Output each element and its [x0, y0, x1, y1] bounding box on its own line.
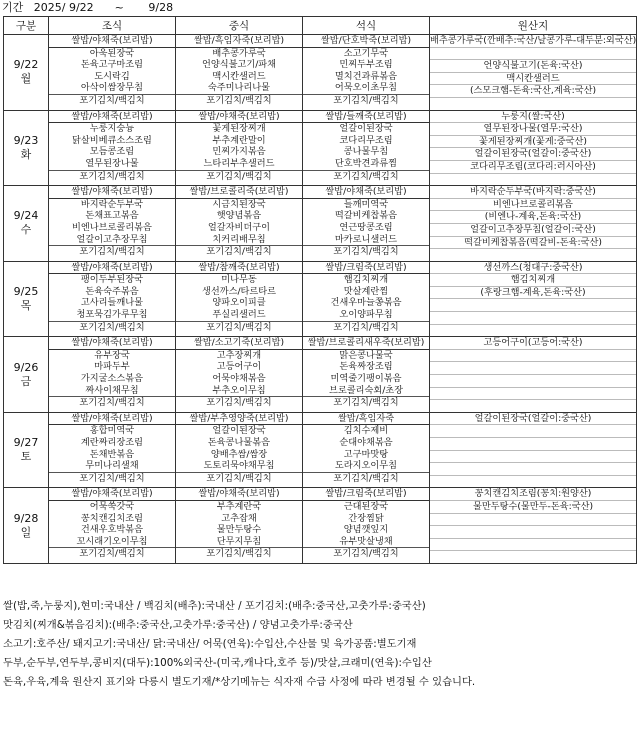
- menu-item: 포기김치/백김치: [49, 245, 175, 258]
- origin-line: 꽃게된장찌개(꽃게:중국산): [430, 136, 636, 149]
- menu-item: 순대야채볶음: [339, 437, 393, 448]
- origin-cell: [430, 488, 637, 564]
- menu-item: 부추계란국: [216, 500, 262, 512]
- origin-line: [430, 526, 636, 539]
- menu-item: 미나무동: [221, 274, 257, 286]
- dinner-cell: [303, 412, 430, 488]
- menu-item: 어묵오이초무침: [334, 82, 398, 94]
- menu-item: 고추장찌개: [216, 349, 262, 361]
- period-end: 9/28: [148, 1, 174, 14]
- day-row: [4, 412, 637, 488]
- origin-line: 누룽지(쌀:국산): [430, 111, 636, 124]
- menu-item: 미역줄기팽이볶음: [330, 373, 402, 385]
- day-label: [4, 488, 49, 564]
- footer-note: 소고기:호주산/ 돼지고기:국내산/ 닭:국내산/ 어묵(연육):수입산,수산물 및 육가공품:별도기재: [3, 638, 417, 650]
- menu-item: 포기김치/백김치: [303, 245, 429, 258]
- menu-item: 포기김치/백김치: [176, 396, 302, 409]
- menu-item: 오이양파무침: [339, 309, 393, 321]
- menu-item: 도시락김: [94, 70, 130, 82]
- day-date: 9/27: [13, 436, 39, 450]
- menu-item: 쌀밥/야채죽(보리밥): [49, 337, 175, 350]
- day-label: [4, 261, 49, 337]
- breakfast-cell: [49, 261, 176, 337]
- day-label: [4, 412, 49, 488]
- origin-line: (스모크햄-돈육:국산,계육:국산): [430, 85, 636, 98]
- menu-item: 부추계란말이: [212, 134, 266, 146]
- breakfast-cell: [49, 412, 176, 488]
- menu-item: 쌀밥/단호박죽(보리밥): [303, 35, 429, 48]
- menu-item: 고추잡채: [221, 512, 257, 524]
- dinner-cell: [303, 337, 430, 413]
- menu-item: 꽃게된장찌개: [212, 123, 266, 135]
- menu-item: 고사리들깨나물: [80, 297, 144, 309]
- menu-item: 포기김치/백김치: [49, 94, 175, 107]
- day-row: [4, 337, 637, 413]
- menu-period: [2, 0, 173, 16]
- origin-line: 열무된장나물(열무:국산): [430, 123, 636, 136]
- origin-line: 물만두탕수(물만두-돈육:국산): [430, 501, 636, 514]
- menu-item: 계란짜리장조림: [80, 437, 144, 448]
- menu-item: 마카로니샐러드: [334, 233, 398, 245]
- origin-line: [430, 551, 636, 563]
- footer-note: 맛김치(찌개&볶음김치):(배추:중국산,고춧가루:중국산) / 양념고춧가루:중국산: [3, 619, 353, 631]
- origin-cell: [430, 261, 637, 337]
- menu-item: 민찌가지볶음: [212, 146, 266, 158]
- menu-item: 도라지오이무침: [334, 460, 398, 472]
- origin-line: [430, 174, 636, 186]
- header-lunch: 중식: [176, 17, 303, 35]
- breakfast-cell: [49, 110, 176, 186]
- origin-line: [430, 400, 636, 412]
- menu-item: 포기김치/백김치: [49, 170, 175, 183]
- origin-line: 생선까스(청대구:중국산): [430, 262, 636, 275]
- header-day: 구분: [4, 17, 49, 35]
- menu-item: 근대된장국: [343, 500, 389, 512]
- menu-item: 포기김치/백김치: [303, 170, 429, 183]
- day-date: 9/28: [13, 511, 39, 525]
- day-date: 9/23: [13, 133, 39, 147]
- weekly-menu-table: [3, 16, 637, 564]
- menu-item: 쌀밥/크림죽(보리밥): [303, 488, 429, 501]
- day-date: 9/25: [13, 284, 39, 298]
- origin-line: [430, 312, 636, 325]
- header-origin: 원산지: [430, 17, 637, 35]
- menu-item: 얼갈이고추장무침: [76, 233, 148, 245]
- day-row: [4, 261, 637, 337]
- menu-item: 쌀밥/야채죽(보리밥): [49, 35, 175, 48]
- day-weekday: 수: [20, 223, 32, 237]
- menu-item: 포기김치/백김치: [49, 321, 175, 334]
- period-start: 2025/ 9/22: [33, 1, 94, 14]
- menu-item: 느타리부추샐러드: [203, 157, 275, 169]
- menu-item: 포기김치/백김치: [303, 472, 429, 485]
- origin-line: [430, 463, 636, 476]
- day-weekday: 일: [20, 525, 32, 539]
- lunch-cell: [176, 488, 303, 564]
- origin-cell: [430, 110, 637, 186]
- menu-item: 모듬콩조림: [89, 146, 135, 158]
- menu-item: 포기김치/백김치: [176, 94, 302, 107]
- origin-line: (후랑크햄-계육,돈육:국산): [430, 287, 636, 300]
- origin-line: 언양식불고기(돈육:국산): [430, 60, 636, 73]
- menu-item: 푸실리샐러드: [212, 309, 266, 321]
- menu-item: 포기김치/백김치: [303, 547, 429, 560]
- menu-item: 시금치된장국: [212, 198, 266, 210]
- lunch-cell: [176, 261, 303, 337]
- day-label: [4, 337, 49, 413]
- day-row: [4, 110, 637, 186]
- dinner-cell: [303, 488, 430, 564]
- lunch-cell: [176, 110, 303, 186]
- lunch-cell: [176, 35, 303, 111]
- origin-cell: [430, 186, 637, 262]
- origin-line: [430, 350, 636, 363]
- menu-item: 건새우마늘쫑볶음: [330, 297, 402, 309]
- lunch-cell: [176, 337, 303, 413]
- menu-body: [4, 35, 637, 564]
- menu-item: 브로콜리숙회/초장: [328, 384, 404, 396]
- menu-item: 바지락순두부국: [80, 198, 144, 210]
- menu-item: 포기김치/백김치: [303, 94, 429, 107]
- menu-item: 숙주미나리나물: [207, 82, 271, 94]
- menu-item: 아삭이쌈장무침: [80, 82, 144, 94]
- menu-item: 맥시칸샐러드: [212, 70, 266, 82]
- menu-item: 어묵야채볶음: [212, 373, 266, 385]
- menu-item: 포기김치/백김치: [303, 321, 429, 334]
- origin-line: [430, 514, 636, 527]
- menu-item: 양파오이피클: [212, 297, 266, 309]
- origin-cell: [430, 35, 637, 111]
- menu-item: 쌀밥/참깨죽(보리밥): [176, 262, 302, 275]
- menu-item: 비엔나브로콜리볶음: [72, 221, 152, 233]
- menu-item: 포기김치/백김치: [176, 245, 302, 258]
- menu-item: 쌀밥/흑임자죽: [303, 413, 429, 426]
- menu-item: 돈채표고볶음: [85, 210, 139, 222]
- origin-line: [430, 451, 636, 464]
- origin-line: [430, 98, 636, 110]
- origin-line: 꽁치캔김치조림(꽁치:원양산): [430, 488, 636, 501]
- dinner-cell: [303, 35, 430, 111]
- day-row: [4, 186, 637, 262]
- origin-line: 바지락순두부국(바지락:중국산): [430, 186, 636, 199]
- origin-line: 얼갈이고추장무침(얼갈이:국산): [430, 224, 636, 237]
- menu-item: 쌀밥/브로콜리죽(보리밥): [176, 186, 302, 199]
- menu-item: 도토리묵야채무침: [203, 460, 275, 472]
- menu-item: 얼갈이된장국: [212, 425, 266, 437]
- origin-line: [430, 476, 636, 488]
- origin-cell: [430, 337, 637, 413]
- header-breakfast: 조식: [49, 17, 176, 35]
- menu-item: 아욱된장국: [89, 47, 135, 59]
- menu-item: 꽁치캔김치조림: [80, 512, 144, 524]
- day-label: [4, 186, 49, 262]
- menu-item: 포기김치/백김치: [176, 321, 302, 334]
- menu-item: 청포묵김가루무침: [76, 309, 148, 321]
- origin-line: 비엔나브로콜리볶음: [430, 199, 636, 212]
- origin-line: [430, 388, 636, 401]
- origin-line: [430, 48, 636, 61]
- origin-notes: [3, 597, 638, 692]
- origin-cell: [430, 412, 637, 488]
- origin-line: (비엔나-계육,돈육:국산): [430, 211, 636, 224]
- menu-item: 포기김치/백김치: [49, 547, 175, 560]
- menu-item: 쌀밥/부추영양죽(보리밥): [176, 413, 302, 426]
- day-row: [4, 35, 637, 111]
- menu-item: 쌀밥/크림죽(보리밥): [303, 262, 429, 275]
- menu-item: 햄김치찌개: [343, 274, 389, 286]
- menu-item: 얼갈이된장국: [339, 123, 393, 135]
- menu-item: 짜사이채무침: [85, 384, 139, 396]
- menu-item: 쌀밥/야채죽(보리밥): [49, 186, 175, 199]
- menu-item: 돈육짜장조림: [339, 361, 393, 373]
- menu-item: 유부맛살냉채: [339, 535, 393, 547]
- menu-item: 쌀밥/야채죽(보리밥): [176, 111, 302, 124]
- origin-line: 코다리무조림(코다리:러시아산): [430, 161, 636, 174]
- origin-line: [430, 325, 636, 337]
- footer-note: 쌀(밥,죽,누룽지),현미:국내산 / 백김치(배추):국내산 / 포기김치:(배추:중국산,고춧가루:중국산): [3, 600, 426, 612]
- lunch-cell: [176, 412, 303, 488]
- menu-item: 포기김치/백김치: [176, 472, 302, 485]
- menu-item: 연근땅콩조림: [339, 221, 393, 233]
- period-dash: ~: [114, 1, 124, 14]
- menu-item: 고등어구이: [216, 361, 262, 373]
- menu-item: 부추오이무침: [212, 384, 266, 396]
- menu-item: 건새우호박볶음: [80, 524, 144, 536]
- menu-item: 민찌두부조림: [339, 59, 393, 71]
- lunch-cell: [176, 186, 303, 262]
- menu-item: 포기김치/백김치: [176, 547, 302, 560]
- origin-line: [430, 539, 636, 552]
- day-date: 9/26: [13, 360, 39, 374]
- menu-item: 언양식불고기/파채: [201, 59, 277, 71]
- menu-item: 소고기무국: [343, 47, 389, 59]
- menu-item: 단호박견과류찜: [334, 157, 398, 169]
- menu-item: 쌀밥/야채죽(보리밥): [176, 488, 302, 501]
- menu-item: 열무된장나물: [85, 157, 139, 169]
- menu-item: 멸치건과류볶음: [334, 70, 398, 82]
- menu-item: 콩나물무침: [343, 146, 389, 158]
- origin-line: [430, 375, 636, 388]
- day-label: [4, 35, 49, 111]
- origin-line: 배추콩가루국(깐배추:국산/날콩가루-대두분:외국산): [430, 35, 636, 46]
- origin-line: [430, 299, 636, 312]
- day-date: 9/24: [13, 209, 39, 223]
- menu-item: 포기김치/백김치: [176, 170, 302, 183]
- menu-item: 쌀밥/야채죽(보리밥): [49, 488, 175, 501]
- day-weekday: 화: [20, 147, 32, 161]
- origin-line: 얼갈이된장국(얼갈이:중국산): [430, 148, 636, 161]
- menu-item: 생선까스/타르타르: [201, 285, 277, 297]
- breakfast-cell: [49, 35, 176, 111]
- footer-note: 두부,순두부,연두부,콩비지(대두):100%외국산-(미국,캐나다,호주 등)/맛살,크래미(연육):수입산: [3, 657, 432, 669]
- dinner-cell: [303, 261, 430, 337]
- origin-line: 얼갈이된장국(얼갈이:중국산): [430, 413, 636, 426]
- header-dinner: 석식: [303, 17, 430, 35]
- menu-item: 무미나리샐채: [85, 460, 139, 472]
- menu-item: 치커리배무침: [212, 233, 266, 245]
- day-weekday: 월: [20, 72, 32, 86]
- menu-item: 맛살계란찜: [343, 285, 389, 297]
- menu-item: 마파두부: [94, 361, 130, 373]
- origin-line: 햄김치찌개: [430, 274, 636, 287]
- menu-item: 배추콩가루국: [212, 47, 266, 59]
- table-header-row: [4, 17, 637, 35]
- origin-line: [430, 362, 636, 375]
- period-label: 기간: [2, 1, 24, 14]
- menu-item: 누룽지숭늉: [89, 123, 135, 135]
- menu-item: 떡갈비케찹볶음: [334, 210, 398, 222]
- origin-line: 맥시칸샐러드: [430, 73, 636, 86]
- menu-item: 양배추쌈/쌈장: [210, 448, 268, 460]
- menu-item: 돈채반볶음: [89, 448, 135, 460]
- menu-item: 물만두탕수: [216, 524, 262, 536]
- menu-item: 쌀밥/흑임자죽(보리밥): [176, 35, 302, 48]
- origin-line: [430, 425, 636, 438]
- menu-item: 들깨미역국: [343, 198, 389, 210]
- day-weekday: 목: [20, 298, 32, 312]
- day-weekday: 토: [20, 450, 32, 464]
- dinner-cell: [303, 110, 430, 186]
- menu-item: 고구마맛탕: [343, 448, 389, 460]
- origin-line: 떡갈비케찹볶음(떡갈비-돈육:국산): [430, 237, 636, 250]
- menu-item: 가지굴소스볶음: [80, 373, 144, 385]
- menu-item: 간장찜닭: [348, 512, 384, 524]
- breakfast-cell: [49, 186, 176, 262]
- day-weekday: 금: [20, 374, 32, 388]
- menu-item: 쌀밥/야채죽(보리밥): [49, 262, 175, 275]
- breakfast-cell: [49, 337, 176, 413]
- day-label: [4, 110, 49, 186]
- menu-item: 포기김치/백김치: [49, 472, 175, 485]
- menu-item: 포기김치/백김치: [303, 396, 429, 409]
- menu-item: 꼬시래기오이무침: [76, 535, 148, 547]
- menu-item: 어묵쑥갓국: [89, 500, 135, 512]
- breakfast-cell: [49, 488, 176, 564]
- menu-item: 얼갈자비더구이: [207, 221, 271, 233]
- menu-item: 쌀밥/브로콜리새우죽(보리밥): [303, 337, 429, 350]
- menu-item: 돈육고구마조림: [80, 59, 144, 71]
- menu-item: 쌀밥/야채죽(보리밥): [303, 186, 429, 199]
- menu-item: 김치수제비: [343, 425, 389, 437]
- menu-item: 쌀밥/야채죽(보리밥): [49, 413, 175, 426]
- menu-item: 닭살비베큐소스조림: [72, 134, 152, 146]
- menu-item: 단무지무침: [216, 535, 262, 547]
- origin-line: [430, 438, 636, 451]
- menu-item: 쌀밥/들깨죽(보리밥): [303, 111, 429, 124]
- menu-item: 양념깻잎지: [343, 524, 389, 536]
- menu-item: 돈육콩나물볶음: [207, 437, 271, 448]
- day-row: [4, 488, 637, 564]
- dinner-cell: [303, 186, 430, 262]
- day-date: 9/22: [13, 58, 39, 72]
- menu-item: 쌀밥/소고기죽(보리밥): [176, 337, 302, 350]
- footer-note: 돈육,우육,계육 원산지 표기와 다릉시 별도기재/*상기메뉴는 식자재 수급 사정에 따라 변경될 수 있습니다.: [3, 676, 476, 688]
- origin-line: [430, 249, 636, 261]
- menu-item: 팽이두부된장국: [80, 274, 144, 286]
- menu-item: 홍합미역국: [89, 425, 135, 437]
- menu-item: 포기김치/백김치: [49, 396, 175, 409]
- menu-item: 돈육숙주볶음: [85, 285, 139, 297]
- menu-item: 맑은콩나물국: [339, 349, 393, 361]
- menu-item: 쌀밥/야채죽(보리밥): [49, 111, 175, 124]
- menu-item: 코다리무조림: [339, 134, 393, 146]
- menu-item: 유부장국: [94, 349, 130, 361]
- menu-item: 햇양념볶음: [216, 210, 262, 222]
- origin-line: 고등어구이(고등어:국산): [430, 337, 636, 350]
